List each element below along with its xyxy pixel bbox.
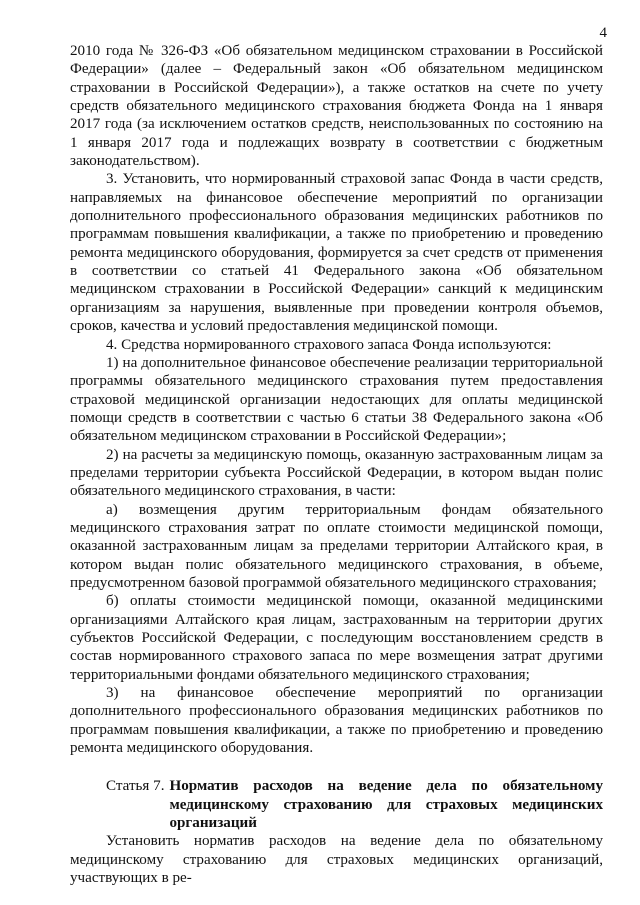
article-body-paragraph: Установить норматив расходов на ведение дела по обязательному медицинскому страхованию для страховых медицинских организаций, участвующих в ре- [70,833,603,887]
page-number: 4 [599,25,607,41]
paragraph-subitem-3: 3) на финансовое обеспечение мероприятий по организации дополнительного профессионального образования медицинских работников по программам повышения квалификации, а также по приобретению и проведению ремонта медицинского оборудования. [70,685,603,757]
paragraph-continuation: 2010 года № 326-ФЗ «Об обязательном медицинском страховании в Российской Федерации» (далее – Федеральный закон «Об обязательном медицинском страховании в Российской Федерации»), а также остатков на счете по учету средств обязательного медицинского страхования бюджета Фонда на 1 января 2017 года (за исключением остатков средств, неиспользованных по состоянию на 1 января 2017 года и подлежащих возврату в соответствии с бюджетным законодательством). [70,43,603,170]
paragraph-item-3: 3. Установить, что нормированный страховой запас Фонда в части средств, направляемых на финансовое обеспечение мероприятий по организации дополнительного профессионального образования медицинских работников по программам повышения квалификации, а также по приобретению и проведению ремонта медицинского оборудования, формируется за счет средств от применения в соответствии со статьей 41 Федерального закона «Об обязательном медицинском страховании в Российской Федерации» санкций к медицинским организациям за нарушения, выявленные при проведении контроля объемов, сроков, качества и условий предоставления медицинской помощи. [70,171,603,335]
article-label: Статья 7. [106,778,165,795]
paragraph-subitem-b: б) оплаты стоимости медицинской помощи, оказанной медицинскими организациями Алтайского края лицам, застрахованным на территории других субъектов Российской Федерации, с последующим восстановлением средств в состав нормированного страхового запаса по мере возмещения затрат другими территориальными фондами обязательного медицинского страхования; [70,593,603,683]
paragraph-subitem-a: а) возмещения другим территориальным фондам обязательного медицинского страхования затрат по оплате стоимости медицинской помощи, оказанной застрахованным лицам за пределами территории Алтайского края, в котором выдан полис обязательного медицинского страхования, в объеме, предусмотренном базовой программой обязательного медицинского страхования; [70,501,603,591]
paragraph-subitem-2: 2) на расчеты за медицинскую помощь, оказанную застрахованным лицам за пределами территории субъекта Российской Федерации, в котором выдан полис обязательного медицинского страхования, в части: [70,446,603,500]
document-body [70,42,603,887]
article-title: Норматив расходов на ведение дела по обязательному медицинскому страхованию для страховых медицинских организаций [169,778,603,832]
paragraph-item-4: 4. Средства нормированного страхового запаса Фонда используются: [106,336,552,353]
paragraph-subitem-1: 1) на дополнительное финансовое обеспечение реализации территориальной программы обязательного медицинского страхования путем предоставления страховой медицинской организации недостающих для оплаты медицинской помощи средств в соответствии с частью 6 статьи 38 Федерального закона «Об обязательном медицинском страховании в Российской Федерации»; [70,354,603,445]
article-heading [70,777,603,832]
